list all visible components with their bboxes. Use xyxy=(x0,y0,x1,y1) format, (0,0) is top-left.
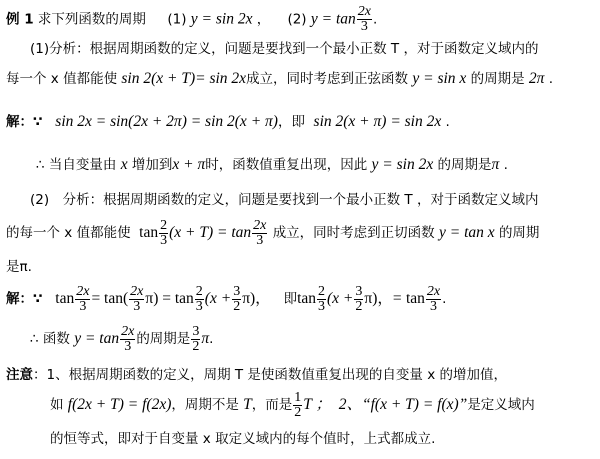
text: 增加到 xyxy=(131,157,173,173)
equation: sin 2(x + T)= sin 2x xyxy=(121,70,247,87)
text: 如 xyxy=(50,397,64,413)
text: 的每一个 x 值都能使 xyxy=(6,225,131,241)
example-label: 例 1 xyxy=(6,11,34,28)
end-mark: . xyxy=(548,71,553,87)
fraction: $\frac{3}{2}$ xyxy=(355,283,363,314)
equation: y = sin 2x xyxy=(371,156,434,173)
end-mark: . xyxy=(445,114,450,130)
equation: sin 2x = sin(2x + 2π) = sin 2(x + π) xyxy=(55,113,278,130)
value: π xyxy=(491,156,500,173)
end-mark: . xyxy=(442,291,447,307)
fraction: $\frac{3}{2}$ xyxy=(192,323,200,354)
equation: π)， xyxy=(242,290,271,307)
solution-label: 解：∵ xyxy=(6,291,43,307)
text: ，即 xyxy=(277,114,305,130)
note-label: 注意 xyxy=(6,367,33,383)
text: ∴ 函数 xyxy=(30,331,70,347)
item-2-number: (2) xyxy=(287,11,307,28)
item-1-number: (1) xyxy=(167,11,187,28)
end-mark: . xyxy=(209,331,214,347)
equation: (x + T) = tan xyxy=(169,224,252,241)
fraction: $\frac{2}{3}$ xyxy=(160,217,168,248)
variable: T xyxy=(243,396,252,413)
part2-solution xyxy=(6,280,446,318)
fraction: $\frac{2x}{3}$ xyxy=(121,323,135,354)
end-mark: . xyxy=(372,11,378,28)
part1-conclusion xyxy=(36,156,508,174)
item-2-formula-lhs: y = tan xyxy=(310,10,356,28)
part2-conclusion xyxy=(30,320,213,358)
text: 成立，同时考虑到正弦函数 xyxy=(246,71,409,87)
tan: tan xyxy=(139,224,159,241)
equation: = tan( xyxy=(91,290,129,307)
equation: y = tan xyxy=(74,330,120,347)
equation: π)， xyxy=(364,290,393,307)
text: 成立，同时考虑到正切函数 xyxy=(272,225,435,241)
tan: tan xyxy=(297,290,316,307)
text: 的周期 xyxy=(498,225,540,241)
fraction: $\frac{2x}{3}$ xyxy=(426,283,441,314)
equation: (x + xyxy=(327,290,354,307)
fraction: $\frac{2}{3}$ xyxy=(318,283,325,314)
note-line1 xyxy=(6,366,507,384)
equation: y = tan x xyxy=(438,224,495,241)
tan: tan xyxy=(55,290,75,307)
fraction: $\frac{3}{2}$ xyxy=(233,283,241,314)
value: 2π xyxy=(528,70,545,87)
text: ：1、根据周期函数的定义，周期 T 是使函数值重复出现的自变量 x 的增加值， xyxy=(33,367,507,383)
fraction: $\frac{2x}{3}$ xyxy=(253,217,267,248)
fraction: $\frac{2x}{3}$ xyxy=(76,283,90,314)
part2-analysis-line1: (2) 分析：根据周期函数的定义，问题是要找到一个最小正数 T ，对于函数定义域内 xyxy=(30,192,539,208)
part1-solution xyxy=(6,113,450,131)
equation: “f(x + T) = f(x)” xyxy=(362,396,468,413)
solution-label: 解：∵ xyxy=(6,114,43,130)
equation: y = sin x xyxy=(412,70,467,87)
equation: x + π xyxy=(172,156,206,173)
part1-analysis-line1: (1)分析：根据周期函数的定义，问题是要找到一个最小正数 T ，对于函数定义域内的 xyxy=(30,41,539,57)
example-header xyxy=(6,5,377,34)
text: ∴ 当自变量由 xyxy=(36,157,117,173)
text: 即 xyxy=(283,291,298,307)
end-mark: . xyxy=(503,157,508,173)
part2-analysis-line2 xyxy=(6,214,539,252)
item-2-fraction: $\frac{2x}{3}$ xyxy=(357,4,371,34)
equals: = xyxy=(392,290,402,307)
note-line3: 的恒等式，即对于自变量 x 取定义域内的每个值时，上式都成立. xyxy=(50,431,436,447)
text: ，而是 xyxy=(251,397,293,413)
item-1-formula: y = sin 2x xyxy=(190,10,253,28)
equation: sin 2(x + π) = sin 2x xyxy=(313,113,442,130)
note-line2 xyxy=(50,386,535,424)
equation: (x + xyxy=(204,290,232,307)
variable: x xyxy=(120,156,128,173)
text: 每一个 x 值都能使 xyxy=(6,71,118,87)
fraction: $\frac{2x}{3}$ xyxy=(130,283,144,314)
fraction: $\frac{2}{3}$ xyxy=(195,283,203,314)
separator: ， xyxy=(256,11,271,28)
text: 的周期是 xyxy=(470,71,525,87)
value: π xyxy=(201,330,210,347)
text: T ； 2、 xyxy=(303,396,362,413)
equation: π) = tan xyxy=(145,290,194,307)
tan: tan xyxy=(405,290,425,307)
text: 是定义域内 xyxy=(467,397,535,413)
part2-analysis-line3: 是π. xyxy=(6,259,32,275)
text: 的周期是 xyxy=(136,331,191,347)
text: ，周期不是 xyxy=(171,397,239,413)
equation: f(2x + T) = f(2x) xyxy=(67,396,172,413)
part1-analysis-line2 xyxy=(6,70,553,88)
text: 的周期是 xyxy=(437,157,492,173)
example-task: 求下列函数的周期 xyxy=(37,11,146,28)
fraction: $\frac{1}{2}$ xyxy=(294,389,302,420)
text: 时，函数值重复出现，因此 xyxy=(205,157,368,173)
